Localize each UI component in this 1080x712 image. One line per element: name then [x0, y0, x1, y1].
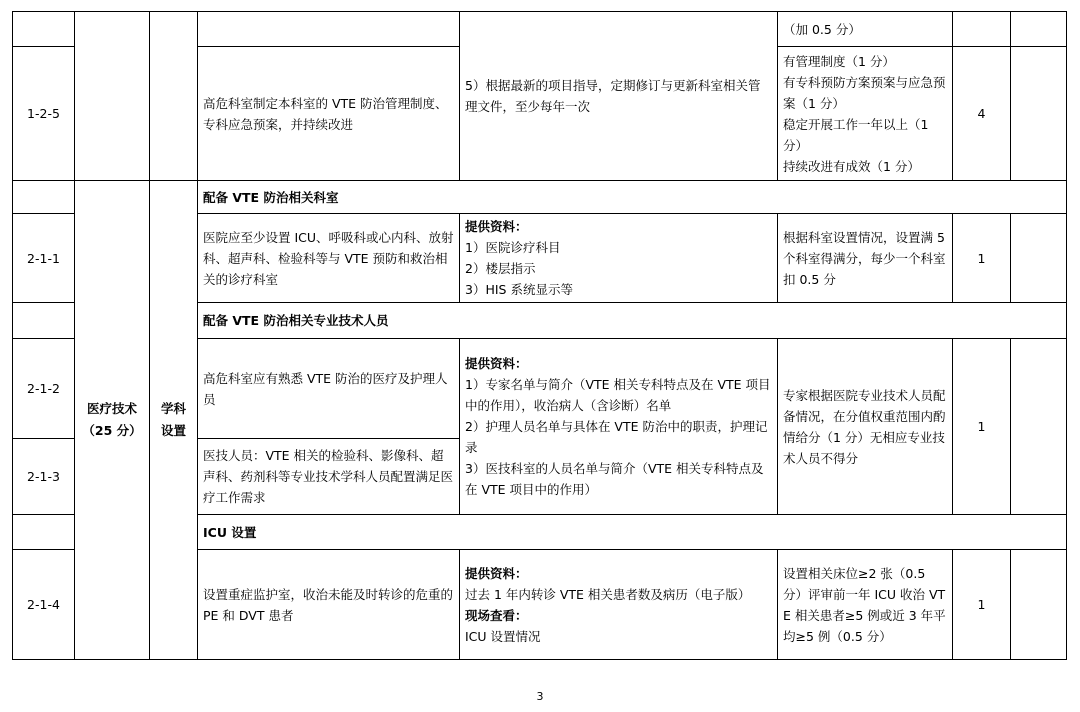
materials-line: 2）楼层指示 [465, 261, 536, 276]
criteria-1-2-5 [778, 47, 953, 181]
materials-line: 1）医院诊疗科目 [465, 240, 561, 255]
materials-title: 提供资料： [465, 356, 528, 371]
evaluation-table [12, 11, 1067, 660]
section-header-icu: ICU 设置 [198, 515, 1067, 550]
remarks-cell [1011, 339, 1067, 515]
criteria-line: 有管理制度（1 分） [783, 53, 895, 69]
materials-2-1-4 [460, 550, 778, 660]
requirement-1-2-5: 高危科室制定本科室的 VTE 防治管理制度、专科应急预案，并持续改进 [198, 47, 460, 181]
code-2-1-1: 2-1-1 [13, 214, 75, 303]
requirement-cell-empty [198, 12, 460, 47]
requirement-2-1-3: 医技人员：VTE 相关的检验科、影像科、超声科、药剂科等专业技术学科人员配置满足医疗工作需求 [198, 439, 460, 515]
requirement-2-1-1: 医院应至少设置 ICU、呼吸科或心内科、放射科、超声科、检验科等与 VTE 预防和救治相关的诊疗科室 [198, 214, 460, 303]
remarks-cell [1011, 12, 1067, 47]
code-2-1-2: 2-1-2 [13, 339, 75, 439]
score-cell-empty [953, 12, 1011, 47]
materials-line: 过去 1 年内转诊 VTE 相关患者数及病历（电子版） [465, 586, 751, 602]
subcategory-cell-prev [150, 12, 198, 181]
materials-line: 1）专家名单与简介（VTE 相关专科特点及在 VTE 项目中的作用），收治病人（含诊断）名单 [465, 377, 771, 413]
criteria-2-1-1: 根据科室设置情况，设置满 5 个科室得满分，每少一个科室扣 0.5 分 [778, 214, 953, 303]
score-1-2-5: 4 [953, 47, 1011, 181]
materials-2-1-1 [460, 214, 778, 303]
materials-line: 2）护理人员名单与具体在 VTE 防治中的职责，护理记录 [465, 419, 768, 455]
requirement-2-1-4: 设置重症监护室，收治未能及时转诊的危重的 PE 和 DVT 患者 [198, 550, 460, 660]
category-points: （25 分） [82, 423, 142, 438]
materials-line: 3）医技科室的人员名单与简介（VTE 相关专科特点及在 VTE 项目中的作用） [465, 461, 764, 497]
section-header-departments: 配备 VTE 防治相关科室 [198, 181, 1067, 214]
remarks-cell [1011, 214, 1067, 303]
category-name: 医疗技术 [86, 401, 137, 416]
score-2-1-4: 1 [953, 550, 1011, 660]
criteria-2-1-4: 设置相关床位≥2 张（0.5 分）评审前一年 ICU 收治 VTE 相关患者≥5 例或近 3 年平均≥5 例（0.5 分） [778, 550, 953, 660]
materials-title: 提供资料： [465, 565, 528, 581]
criteria-cell-bonus: （加 0.5 分） [778, 12, 953, 47]
category-cell [75, 181, 150, 660]
code-cell-empty [13, 181, 75, 214]
requirement-2-1-2: 高危科室应有熟悉 VTE 防治的医疗及护理人员 [198, 339, 460, 439]
category-cell-prev [75, 12, 150, 181]
materials-title: 提供资料： [465, 219, 528, 234]
score-2-1-2: 1 [953, 339, 1011, 515]
subcategory-line: 学科 [160, 401, 186, 416]
remarks-cell [1011, 47, 1067, 181]
code-1-2-5: 1-2-5 [13, 47, 75, 181]
materials-cell-prev: 5）根据最新的项目指导，定期修订与更新科室相关管理文件，至少每年一次 [460, 12, 778, 181]
inspection-title: 现场查看： [465, 607, 528, 623]
remarks-cell [1011, 550, 1067, 660]
criteria-line: 有专科预防方案预案与应急预案（1 分） [783, 74, 946, 111]
code-cell-empty [13, 515, 75, 550]
criteria-2-1-2: 专家根据医院专业技术人员配备情况，在分值权重范围内酌情给分（1 分）无相应专业技术人员不得分 [778, 339, 953, 515]
subcategory-line: 设置 [160, 423, 186, 438]
code-2-1-3: 2-1-3 [13, 439, 75, 515]
inspection-line: ICU 设置情况 [465, 628, 541, 644]
section-header-staff: 配备 VTE 防治相关专业技术人员 [198, 303, 1067, 339]
code-2-1-4: 2-1-4 [13, 550, 75, 660]
code-cell-empty [13, 12, 75, 47]
subcategory-cell [150, 181, 198, 660]
code-cell-empty [13, 303, 75, 339]
materials-2-1-2 [460, 339, 778, 515]
score-2-1-1: 1 [953, 214, 1011, 303]
materials-line: 3）HIS 系统显示等 [465, 282, 573, 297]
criteria-line: 持续改进有成效（1 分） [783, 158, 920, 174]
page-number: 3 [536, 690, 544, 703]
criteria-line: 稳定开展工作一年以上（1 分） [783, 116, 929, 153]
